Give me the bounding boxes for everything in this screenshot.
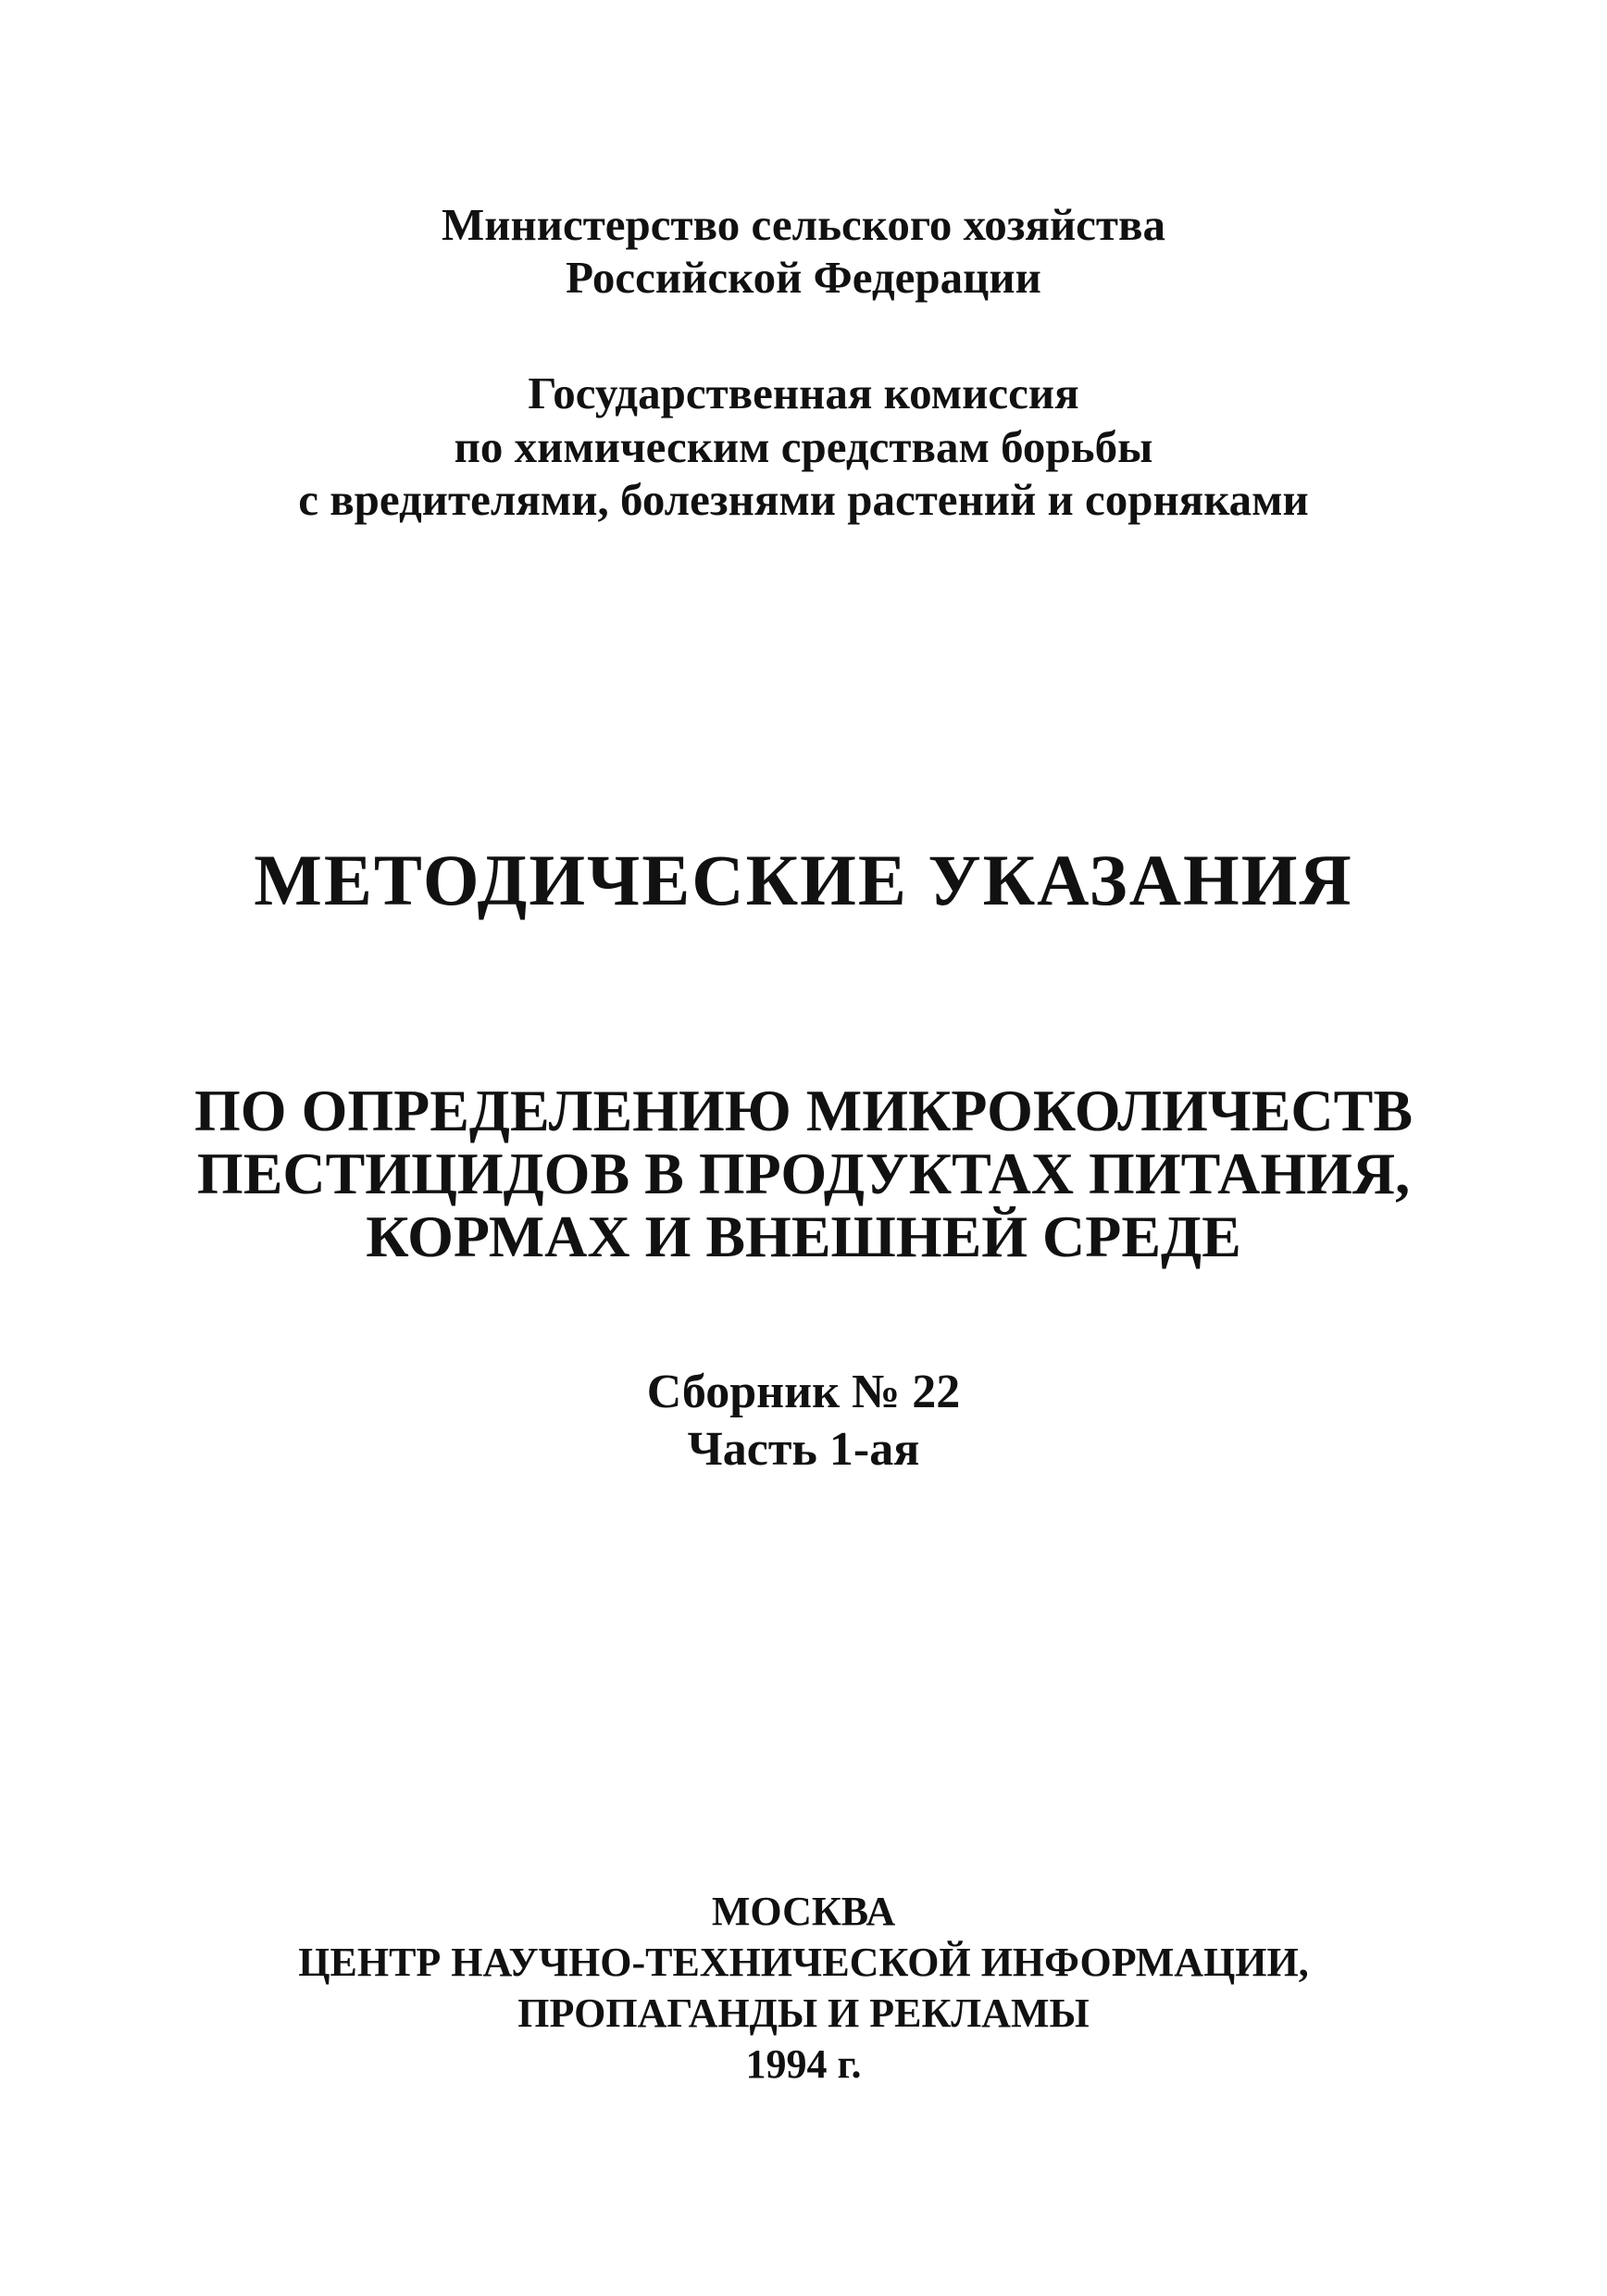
- subtitle-line-2: ПЕСТИЦИДОВ В ПРОДУКТАХ ПИТАНИЯ,: [196, 1141, 1411, 1206]
- collection-part: Часть 1-ая: [687, 1423, 920, 1476]
- ministry-line-2: Российской Федерации: [566, 252, 1041, 303]
- subtitle-line-1: ПО ОПРЕДЕЛЕНИЮ МИКРОКОЛИЧЕСТВ: [194, 1078, 1413, 1143]
- subtitle-line-3: КОРМАХ И ВНЕШНЕЙ СРЕДЕ: [366, 1204, 1241, 1269]
- imprint-year: 1994 г.: [745, 2041, 862, 2087]
- commission-line-1: Государственная комиссия: [528, 368, 1079, 418]
- ministry-line-1: Министерство сельского хозяйства: [442, 199, 1165, 250]
- commission-line-3: с вредителями, болезнями растений и сорняками: [298, 474, 1309, 525]
- imprint-publisher-line-1: ЦЕНТР НАУЧНО-ТЕХНИЧЕСКОЙ ИНФОРМАЦИИ,: [298, 1940, 1309, 1985]
- main-title: МЕТОДИЧЕСКИЕ УКАЗАНИЯ: [254, 840, 1353, 920]
- commission-line-2: по химическим средствам борьбы: [454, 421, 1153, 472]
- imprint-publisher-line-2: ПРОПАГАНДЫ И РЕКЛАМЫ: [517, 1990, 1090, 2036]
- imprint-city: МОСКВА: [711, 1889, 896, 1934]
- collection-number: Сборник № 22: [646, 1366, 961, 1418]
